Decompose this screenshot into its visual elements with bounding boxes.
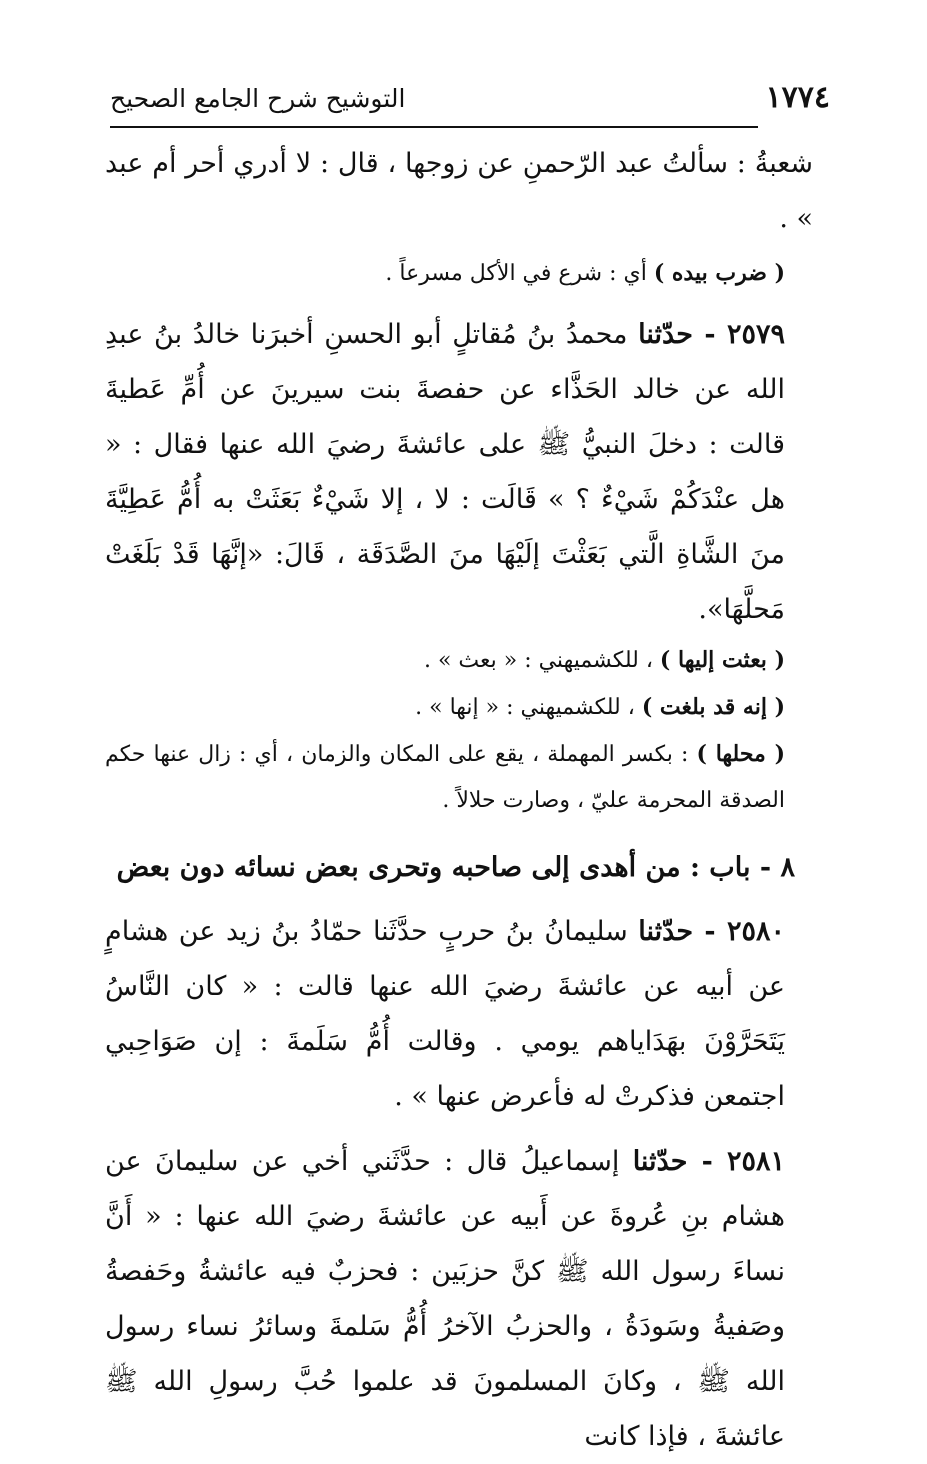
hadith-2579	[105, 307, 813, 637]
hadith-text: إسماعيلُ قال : حدَّثَني أخي عن سليمانَ عن هشام بنِ عُروةَ عن أَبيه عن عائشةَ رضيَ الله عنها : « أَنَّ نساءَ رسول الله ﷺ كنَّ حزبَين : فحزبٌ فيه عائشةُ وحَفصةُ وصَفيةُ وسَودَةُ ، والحزبُ الآخرُ أُمُّ سَلمةَ وسائرُ نساء رسول الله ﷺ ، وكانَ المسلمونَ قد علموا حُبَّ رسولِ الله ﷺ عائشةَ ، فإذا كانت	[105, 1146, 785, 1452]
commentary-note	[105, 684, 813, 731]
note-text: : بكسر المهملة ، يقع على المكان والزمان ، أي : زال عنها حكم الصدقة المحرمة عليّ ، وصارت حلالاً .	[105, 742, 785, 813]
spacer	[105, 1124, 813, 1134]
header-rule	[110, 126, 758, 128]
note-text: ، للكشميهني : « إنها » .	[415, 695, 642, 720]
hadith-opening: حدّثنا	[632, 1146, 688, 1177]
hadith-opening: حدّثنا	[638, 916, 694, 947]
spacer	[105, 297, 813, 307]
note-term: ( ضرب بيده )	[653, 260, 785, 286]
hadith-2581	[105, 1134, 813, 1464]
hadith-text: سليمانُ بنُ حربٍ حدَّثَنا حمّادُ بنُ زيد عن هشامٍ عن أبيه عن عائشةَ رضيَ الله عنها قالت : « كان النَّاسُ يَتَحَرَّوْنَ بهَدَاياهم يومي . وقالت أُمُّ سَلَمةَ : إن صَوَاحِبي اجتمعن فذكرتْ له فأعرض عنها » .	[105, 916, 785, 1112]
commentary-note	[105, 250, 813, 297]
note-text: ، للكشميهني : « بعث » .	[423, 648, 660, 673]
hadith-text: محمدُ بنُ مُقاتلٍ أبو الحسنِ أخبرَنا خالدُ بنُ عبدِ الله عن خالد الحَذَّاء عن حفصةَ بنت سيرينَ عن أُمِّ عَطيةَ قالت : دخلَ النبيُّ ﷺ على عائشةَ رضيَ الله عنها فقال : « هل عنْدَكُمْ شَيْءٌ ؟ » قَالَت : لا ، إلا شَيْءٌ بَعَثَتْ به أُمُّ عَطِيَّةَ منَ الشَّاةِ الَّتي بَعَثْتَ إلَيْهَا منَ الصَّدَقَة ، قَالَ: «إنَّهَا قَدْ بَلَغَتْ مَحلَّهَا».	[105, 319, 785, 625]
page-number: ١٧٧٤	[765, 80, 830, 115]
note-text: أي : شرع في الأكل مسرعاً .	[385, 261, 654, 286]
running-title: التوشيح شرح الجامع الصحيح	[110, 84, 406, 113]
continuation-paragraph	[105, 136, 813, 246]
page-body	[105, 136, 813, 1464]
note-term: ( محلها )	[696, 741, 786, 767]
commentary-note	[105, 731, 813, 824]
hadith-2580	[105, 904, 813, 1124]
commentary-note	[105, 637, 813, 684]
hadith-number: ٢٥٨٠ -	[693, 916, 785, 947]
chapter-heading: ٨ - باب : من أهدى إلى صاحبه وتحرى بعض نسائه دون بعض	[116, 852, 795, 883]
note-term: ( بعثت إليها )	[659, 647, 785, 673]
note-term: ( إنه قد بلغت )	[641, 694, 785, 720]
hadith-number: ٢٥٧٩ -	[692, 319, 785, 350]
hadith-opening: حدّثنا	[638, 319, 693, 350]
page-header	[110, 80, 830, 126]
continuation-text: شعبةُ : سألتُ عبد الرّحمنِ عن زوجها ، قال : لا أدري أحر أم عبد » .	[105, 148, 813, 234]
hadith-number: ٢٥٨١ -	[687, 1146, 785, 1177]
